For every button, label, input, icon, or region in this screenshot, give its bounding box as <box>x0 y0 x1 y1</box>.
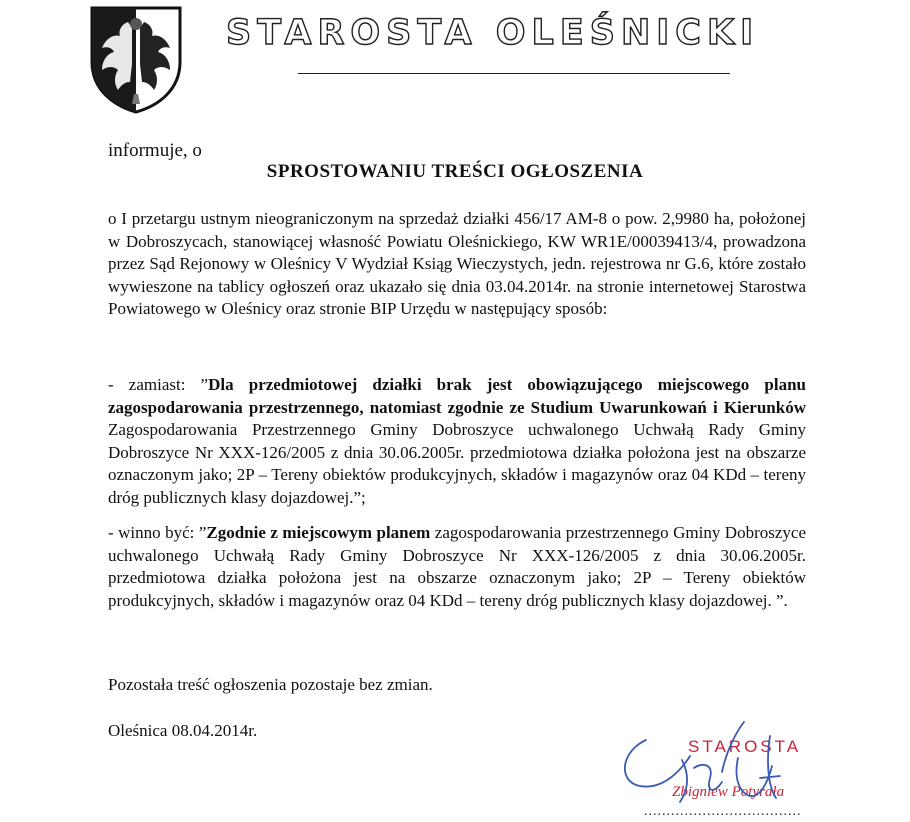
paragraph-intro: o I przetargu ustnym nieograniczonym na sprzedaż działki 456/17 AM-8 o pow. 2,9980 ha, położonej w Dobroszycach, stanowiącej własność Powiatu Oleśnickiego, KW WR1E/00039413/4, prowadzona przez Sąd Rejonowy w Oleśnicy V Wydział Ksiąg Wieczystych, jedn. rejestrowa nr G.6, które zostało wywieszone na tablicy ogłoszeń oraz ukazało się dnia 03.04.2014r. na stronie internetowej Starostwa Powiatowego w Oleśnicy oraz stronie BIP Urzędu w następujący sposób: <box>108 209 806 318</box>
zamiast-prefix: - zamiast: ” <box>108 375 209 394</box>
signature-stamp <box>610 712 860 822</box>
intro-text: informuje, o <box>108 140 202 161</box>
paragraph-winno <box>108 522 806 612</box>
signature-dots: ................................... <box>644 804 802 819</box>
coat-of-arms-icon <box>88 4 184 114</box>
stamp-name: Zbigniew Potyrała <box>672 784 785 800</box>
paragraph-zamiast <box>108 374 806 509</box>
remaining-text: Pozostała treść ogłoszenia pozostaje bez zmian. <box>108 675 433 694</box>
winno-bold: Zgodnie z miejscowym planem <box>206 523 431 542</box>
zamiast-bold: Dla przedmiotowej działki brak jest obowiązującego miejscowego planu zagospodarowania przestrzennego, natomiast zgodnie ze Studium Uwarunkowań i Kierunków <box>108 375 806 417</box>
winno-prefix: - winno być: ” <box>108 523 207 542</box>
winno-rest: zagospodarowania przestrzennego Gminy Dobroszyce uchwalonego Uchwałą Rady Gminy Dobroszyce Nr XXX-126/2005 z dnia 30.06.2005r. przedmiotowa działka położona jest na obszarze oznaczonym jako; 2P – Tereny obiektów produkcyjnych, składów i magazynów oraz 04 KDd – tereny dróg publicznych klasy dojazdowej. ”. <box>108 523 806 610</box>
svg-text:STAROSTA OLEŚNICKI: STAROSTA OLEŚNICKI <box>226 13 760 53</box>
document-title: SPROSTOWANIU TREŚCI OGŁOSZENIA <box>266 161 644 182</box>
date-line: Oleśnica 08.04.2014r. <box>108 721 258 740</box>
stamp-title: STAROSTA <box>688 737 802 756</box>
zamiast-rest: Zagospodarowania Przestrzennego Gminy Dobroszyce uchwalonego Uchwałą Rady Gminy Dobroszyce Nr XXX-126/2005 z dnia 30.06.2005r. przedmiotowa działka położona jest na obszarze oznaczonym jako; 2P – Tereny obiektów produkcyjnych, składów i magazynów oraz 04 KDd – tereny dróg publicznych klasy dojazdowej.”; <box>108 420 806 507</box>
header-title <box>226 6 796 56</box>
header-rule <box>298 73 730 74</box>
